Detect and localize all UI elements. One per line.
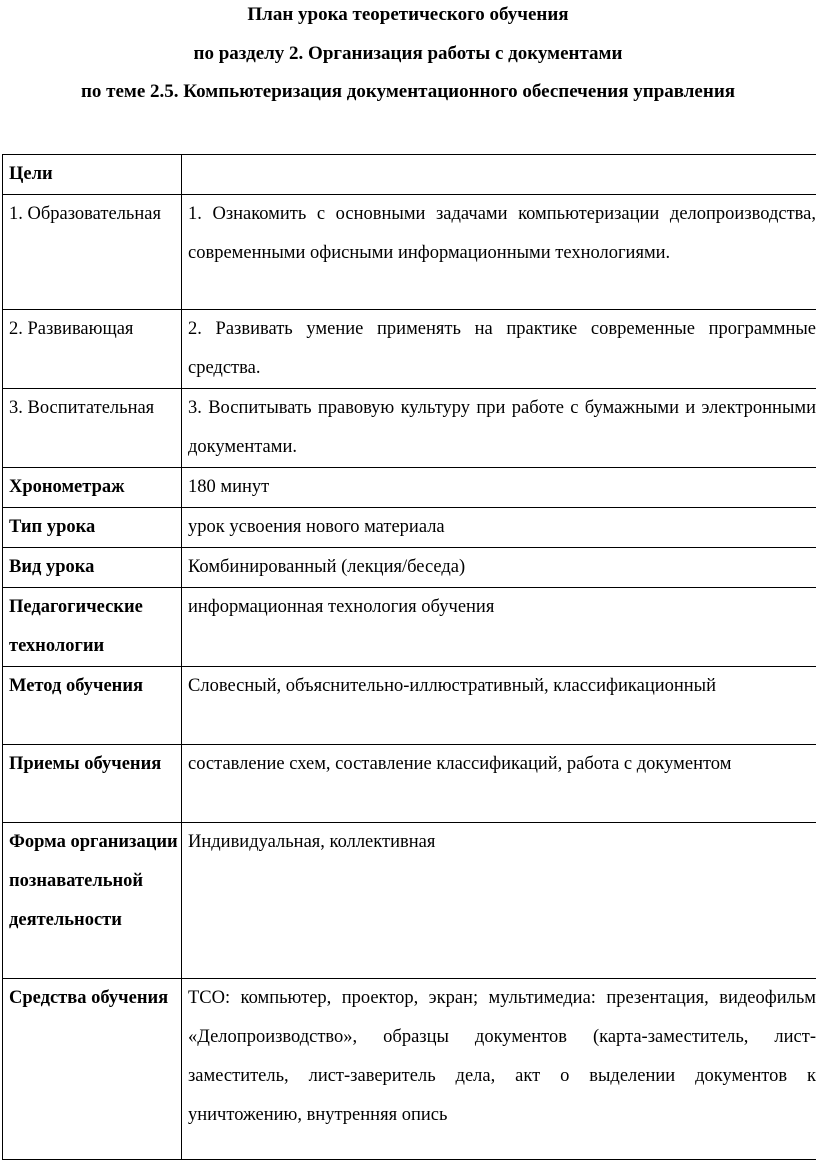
table-row [3, 195, 816, 310]
upbringing-goal-value: 3. Воспитывать правовую культуру при работе с бумажными и электронными документами. [182, 389, 816, 468]
table-row [3, 979, 816, 1160]
educational-goal-label: 1. Образовательная [3, 195, 182, 310]
timing-value: 180 минут [182, 468, 816, 508]
pedagogical-tech-label: Педагогические технологии [3, 588, 182, 667]
developmental-goal-label: 2. Развивающая [3, 310, 182, 389]
table-row [3, 548, 816, 588]
lesson-type-value: урок усвоения нового материала [182, 508, 816, 548]
title-line-2: по разделу 2. Организация работы с документами [0, 43, 816, 65]
teaching-techniques-label: Приемы обучения [3, 745, 182, 823]
table-row [3, 310, 816, 389]
timing-label: Хронометраж [3, 468, 182, 508]
goals-value [182, 155, 816, 195]
activity-form-label: Форма организации познавательной деятельности [3, 823, 182, 979]
table-row [3, 389, 816, 468]
title-line-1: План урока теоретического обучения [0, 4, 816, 26]
table-row [3, 508, 816, 548]
teaching-method-value: Словесный, объяснительно-иллюстративный, классификационный [182, 667, 816, 745]
upbringing-goal-label: 3. Воспитательная [3, 389, 182, 468]
table-row [3, 588, 816, 667]
educational-goal-value: 1. Ознакомить с основными задачами компьютеризации делопроизводства, современными офисными информационными технологиями. [182, 195, 816, 310]
pedagogical-tech-value: информационная технология обучения [182, 588, 816, 667]
activity-form-value: Индивидуальная, коллективная [182, 823, 816, 979]
table-row [3, 667, 816, 745]
teaching-method-label: Метод обучения [3, 667, 182, 745]
table-row [3, 468, 816, 508]
lesson-plan-table [2, 154, 816, 1160]
teaching-tools-label: Средства обучения [3, 979, 182, 1160]
lesson-kind-label: Вид урока [3, 548, 182, 588]
goals-label: Цели [3, 155, 182, 195]
teaching-techniques-value: составление схем, составление классификаций, работа с документом [182, 745, 816, 823]
developmental-goal-value: 2. Развивать умение применять на практике современные программные средства. [182, 310, 816, 389]
lesson-type-label: Тип урока [3, 508, 182, 548]
teaching-tools-value: ТСО: компьютер, проектор, экран; мультимедиа: презентация, видеофильм «Делопроизводство», образцы документов (карта-заместитель, лист-заместитель, лист-заверитель дела, акт о выделении документов к уничтожению, внутренняя опись [182, 979, 816, 1160]
lesson-kind-value: Комбинированный (лекция/беседа) [182, 548, 816, 588]
table-row [3, 155, 816, 195]
table-row [3, 823, 816, 979]
title-line-3: по теме 2.5. Компьютеризация документационного обеспечения управления [0, 81, 816, 103]
table-row [3, 745, 816, 823]
